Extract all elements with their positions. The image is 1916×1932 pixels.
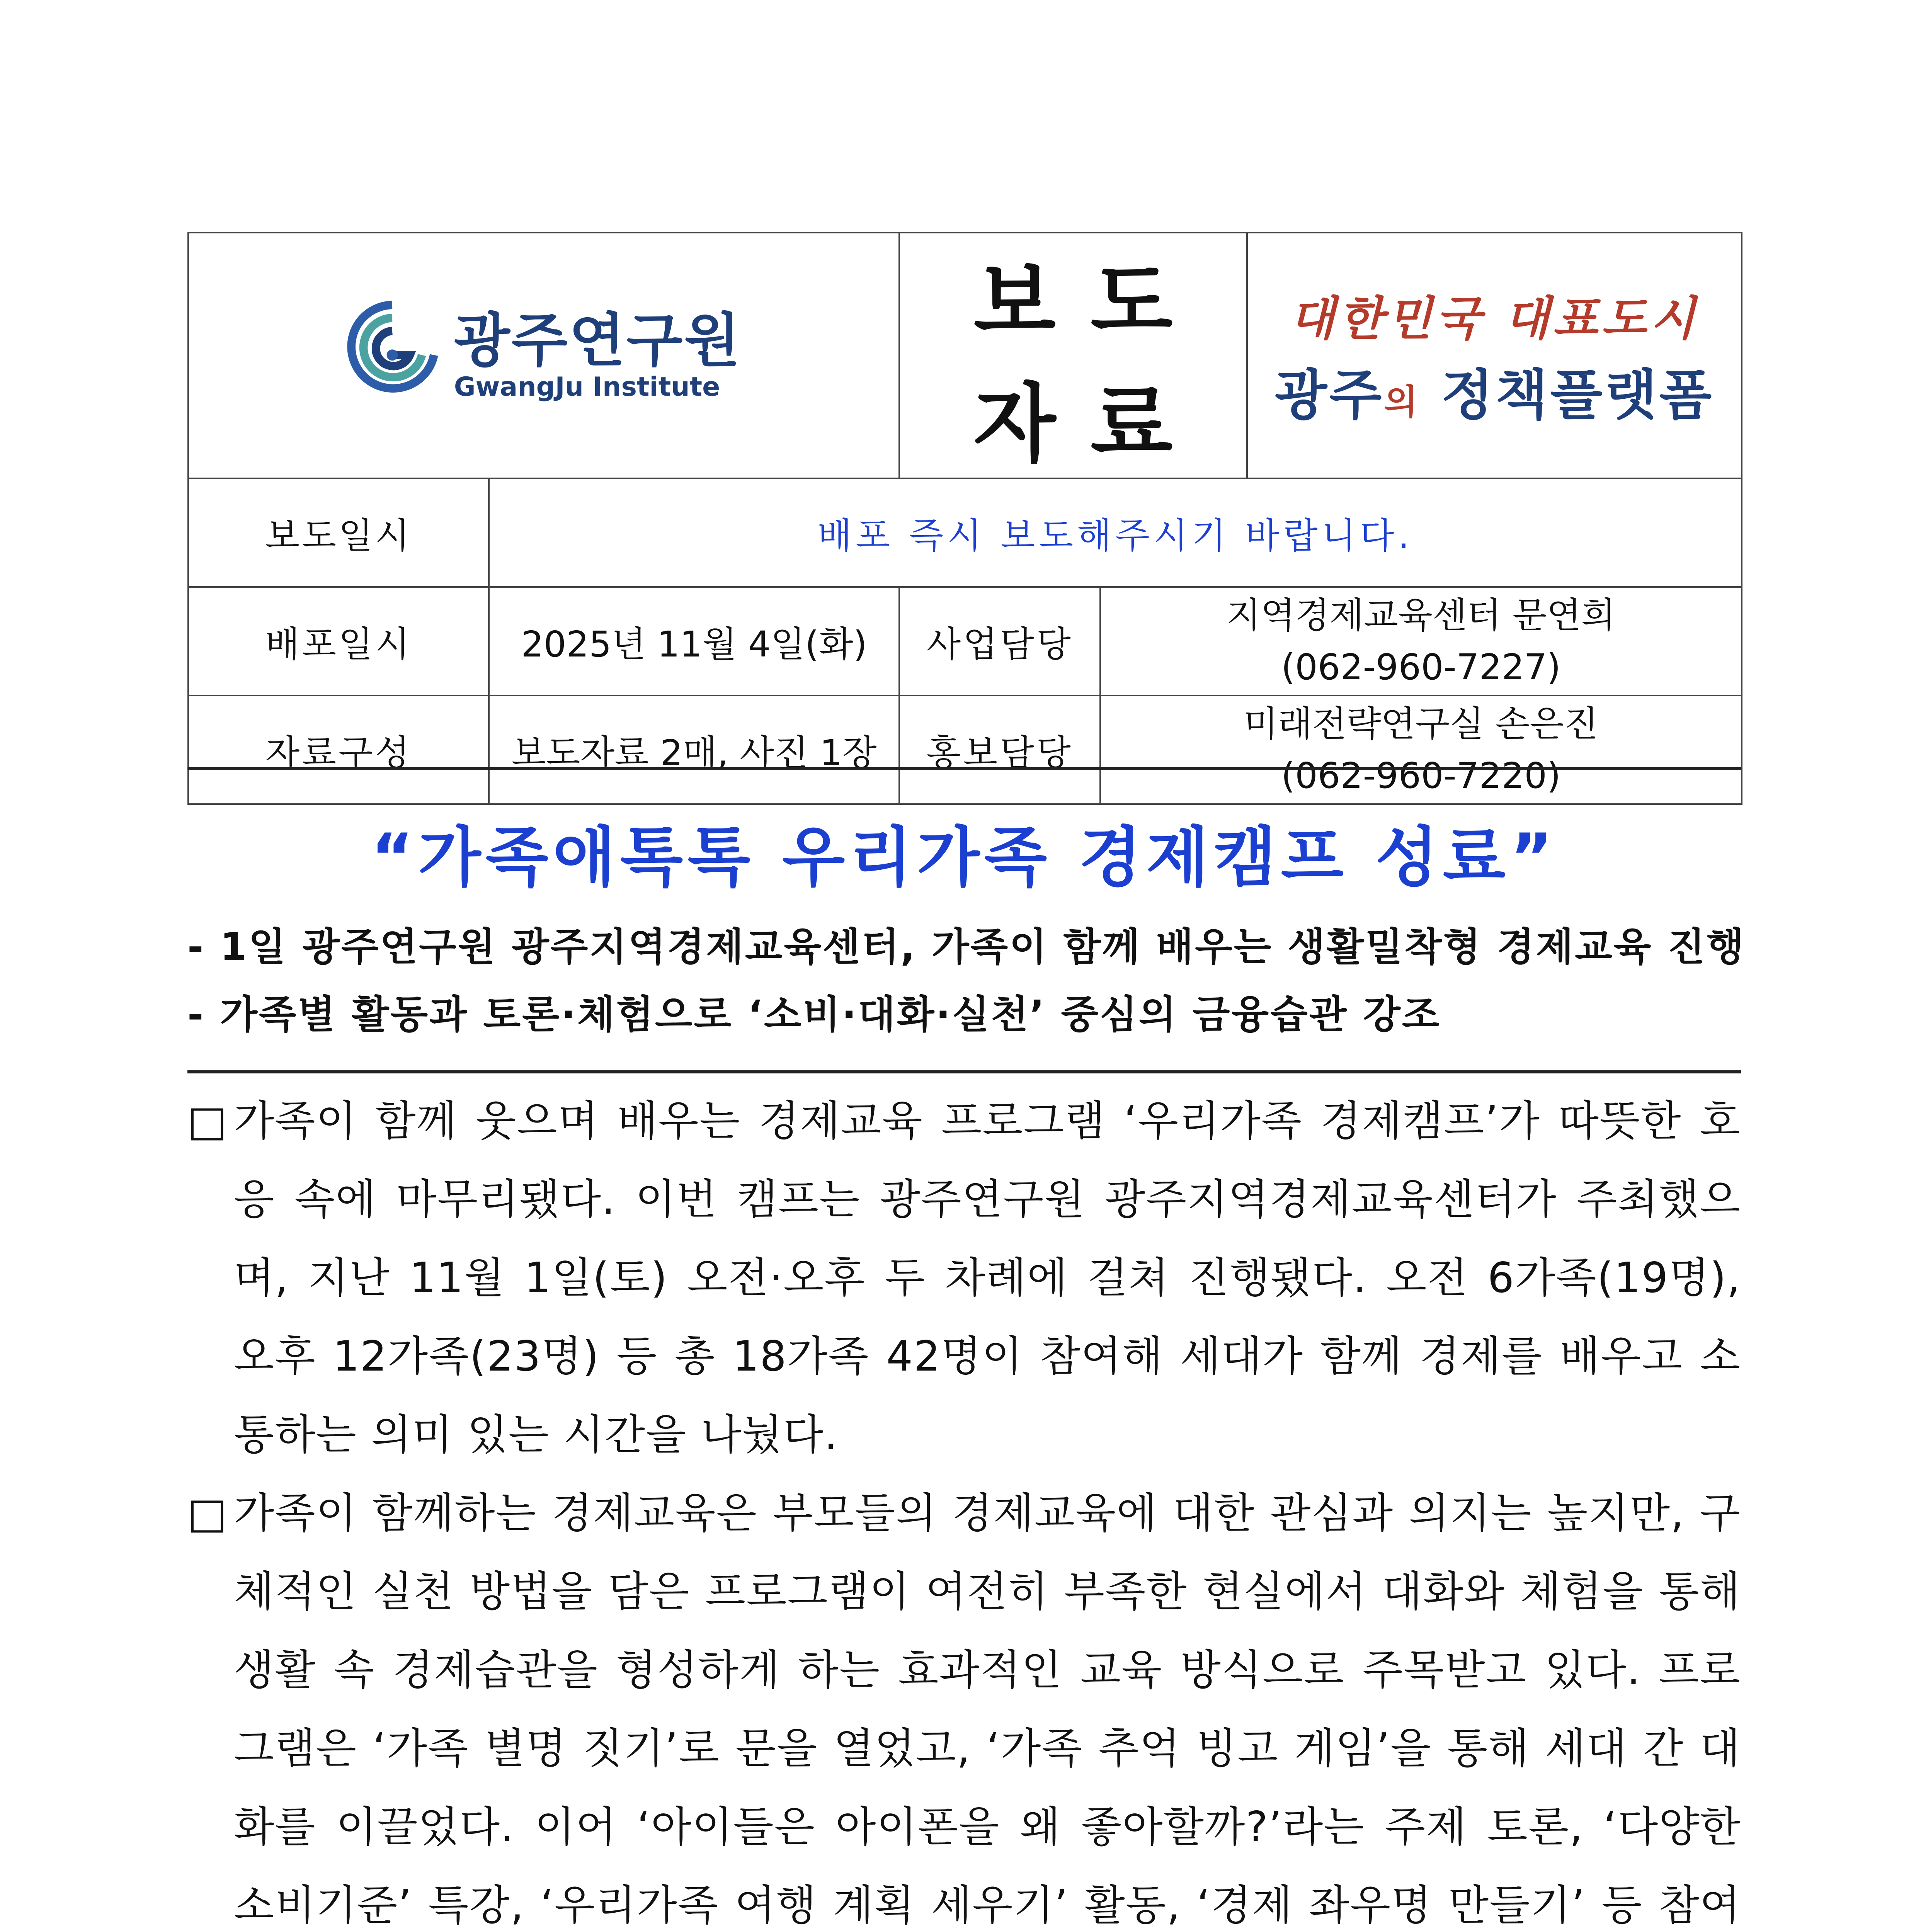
article-body bbox=[187, 1082, 1741, 1932]
material-label: 자료구성 bbox=[188, 696, 489, 804]
title-top-rule bbox=[187, 767, 1741, 770]
material-value: 보도자료 2매, 사진 1장 bbox=[489, 696, 899, 804]
pr-contact-name: 미래전략연구실 손은진 bbox=[1244, 703, 1598, 745]
logo-cell bbox=[188, 233, 899, 478]
title-bottom-rule bbox=[187, 1070, 1741, 1073]
slogan-line1: 대한민국 대표도시 bbox=[1290, 291, 1699, 346]
paragraph-text: 가족이 함께하는 경제교육은 부모들의 경제교육에 대한 관심과 의지는 높지만, 구체적인 실천 방법을 담은 프로그램이 여전히 부족한 현실에서 대화와 체험을 통해 생활 속 경제습관을 형성하게 하는 효과적인 교육 방식으로 주목받고 있다. 프로그램은 ‘가족 별명 짓기’로 문을 열었고, ‘가족 추억 빙고 게임’을 통해 세대 간 대화를 이끌었다. 이어 ‘아이들은 아이폰을 왜 좋아할까?’라는 주제 토론, ‘다양한 소비기준’ 특강, ‘우리가족 여행 계획 세우기’ 활동, ‘경제 좌우명 만들기’ 등 참여 bbox=[234, 1489, 1741, 1930]
article-paragraph-1 bbox=[187, 1082, 1741, 1474]
slogan-gwangju: 광주 bbox=[1274, 364, 1384, 427]
pr-contact bbox=[1100, 696, 1742, 804]
release-date-value: 2025년 11월 4일(화) bbox=[489, 587, 899, 696]
paragraph-text: 가족이 함께 웃으며 배우는 경제교육 프로그램 ‘우리가족 경제캠프’가 따뜻한 호응 속에 마무리됐다. 이번 캠프는 광주연구원 광주지역경제교육센터가 주최했으며, 지난 11월 1일(토) 오전·오후 두 차례에 걸쳐 진행됐다. 오전 6가족(19명), 오후 12가족(23명) 등 총 18가족 42명이 참여해 세대가 함께 경제를 배우고 소통하는 의미 있는 시간을 나눴다. bbox=[234, 1097, 1741, 1459]
slogan-line2 bbox=[1248, 352, 1741, 430]
gwangju-institute-logo-icon bbox=[346, 298, 439, 413]
square-bullet-icon: □ bbox=[187, 1489, 227, 1537]
article-title: “가족애톡톡 우리가족 경제캠프 성료” bbox=[371, 820, 1558, 895]
press-header-table bbox=[187, 232, 1742, 805]
business-contact-phone: (062-960-7227) bbox=[1281, 646, 1561, 688]
pr-contact-phone: (062-960-7220) bbox=[1281, 755, 1561, 796]
report-date-label: 보도일시 bbox=[188, 478, 489, 587]
logo-name-korean: 광주연구원 bbox=[454, 307, 742, 375]
slogan-platform: 정책플랫폼 bbox=[1441, 364, 1714, 427]
slogan-cell bbox=[1247, 233, 1742, 478]
release-date-label: 배포일시 bbox=[188, 587, 489, 696]
article-subtitle-2: - 가족별 활동과 토론·체험으로 ‘소비·대화·실천’ 중심의 금융습관 강조 bbox=[187, 992, 1441, 1037]
article-paragraph-2 bbox=[187, 1474, 1741, 1932]
business-contact-label: 사업담당 bbox=[899, 587, 1100, 696]
press-release-title: 보도자료 bbox=[899, 233, 1247, 478]
slogan-particle: 의 bbox=[1384, 381, 1420, 422]
pr-contact-label: 홍보담당 bbox=[899, 696, 1100, 804]
article-subtitle-1: - 1일 광주연구원 광주지역경제교육센터, 가족이 함께 배우는 생활밀착형 경제교육 진행 bbox=[187, 924, 1746, 969]
business-contact-name: 지역경제교육센터 문연희 bbox=[1226, 595, 1616, 636]
business-contact bbox=[1100, 587, 1742, 696]
logo-name-english: GwangJu Institute bbox=[454, 372, 720, 403]
square-bullet-icon: □ bbox=[187, 1097, 227, 1145]
report-date-value: 배포 즉시 보도해주시기 바랍니다. bbox=[489, 478, 1742, 587]
